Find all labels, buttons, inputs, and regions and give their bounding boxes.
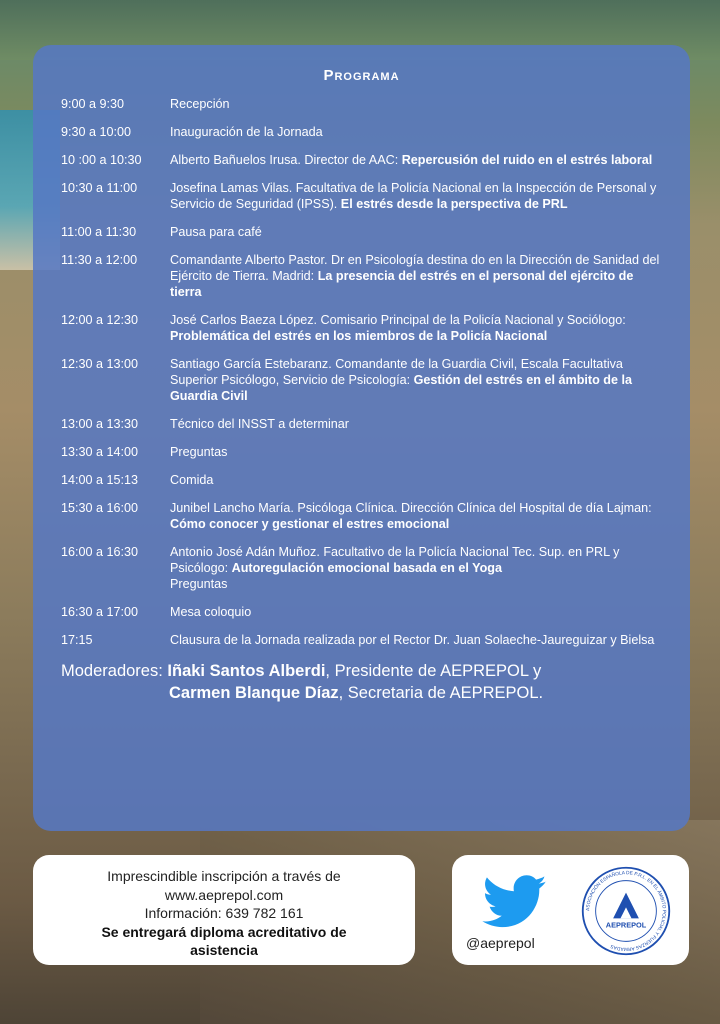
svg-text:ASOCIACIÓN ESPAÑOLA DE P.R.L.: ASOCIACIÓN ESPAÑOLA DE P.R.L. EN EL ÁMBITO POLICIAL Y FUERZAS ARMADAS (586, 871, 666, 951)
schedule-time: 11:00 a 11:30 (61, 225, 137, 239)
schedule-description (170, 224, 662, 240)
schedule-text: Recepción (170, 97, 230, 111)
schedule-item (61, 180, 662, 212)
moderators (61, 660, 662, 704)
social-box (452, 855, 689, 965)
schedule-text: Mesa coloquio (170, 605, 252, 619)
schedule-item (61, 252, 662, 300)
schedule-text: Alberto Bañuelos Irusa. Director de AAC: (170, 153, 402, 167)
aeprepol-logo (580, 865, 672, 957)
twitter-handle[interactable]: @aeprepol (466, 935, 535, 951)
schedule-description (170, 416, 662, 432)
schedule-item (61, 124, 662, 140)
schedule-text: Técnico del INSST a determinar (170, 417, 349, 431)
schedule-time: 10 :00 a 10:30 (61, 153, 142, 167)
schedule-text: Junibel Lancho María. Psicóloga Clínica. Dirección Clínica del Hospital de día Lajman: (170, 501, 652, 515)
schedule-talk-title: Repercusión del ruido en el estrés laboral (401, 153, 653, 167)
schedule-description (170, 604, 662, 620)
schedule-time: 12:30 a 13:00 (61, 357, 139, 371)
moderator-name-2: Carmen Blanque Díaz (169, 684, 339, 702)
schedule-description (170, 152, 662, 168)
schedule-description (170, 544, 662, 592)
schedule-text: Inauguración de la Jornada (170, 125, 323, 139)
schedule-description (170, 444, 662, 460)
schedule-text: Antonio José Adán Muñoz. Facultativo de la Policía Nacional Tec. Sup. en PRL y Psicólogo: (170, 545, 620, 575)
schedule-text: Comida (170, 473, 214, 487)
schedule-description (170, 500, 662, 532)
schedule-text: Pausa para café (170, 225, 262, 239)
program-title: Programa (323, 67, 400, 84)
schedule-item (61, 96, 662, 112)
website-link[interactable]: www.aeprepol.com (164, 886, 284, 903)
schedule-description (170, 632, 662, 648)
schedule-description (170, 124, 662, 140)
schedule-text: Preguntas (170, 445, 228, 459)
schedule-description (170, 356, 662, 404)
schedule-time: 16:30 a 17:00 (61, 605, 139, 619)
schedule-talk-title: Problemática del estrés en los miembros de la Policía Nacional (170, 329, 548, 343)
schedule-text: Comandante Alberto Pastor. Dr en Psicología destina do en la Dirección de Sanidad del Ejército de Tierra. Madrid: (170, 253, 660, 283)
schedule-description (170, 180, 662, 212)
schedule-item (61, 224, 662, 240)
moderator-name-1: Iñaki Santos Alberdi (167, 662, 326, 680)
schedule-time: 12:00 a 12:30 (61, 313, 139, 327)
schedule-description (170, 312, 662, 344)
schedule-time: 14:00 a 15:13 (61, 473, 139, 487)
schedule-description (170, 472, 662, 488)
schedule-time: 13:30 a 14:00 (61, 445, 139, 459)
schedule-item (61, 152, 662, 168)
schedule-description (170, 96, 662, 112)
schedule-talk-title: La presencia del estrés en el personal del ejército de tierra (170, 269, 634, 299)
schedule-item (61, 632, 662, 648)
schedule-time: 9:00 a 9:30 (61, 97, 125, 111)
schedule-item (61, 444, 662, 460)
schedule-item (61, 604, 662, 620)
schedule-talk-title: Gestión del estrés en el ámbito de la Guardia Civil (170, 373, 632, 403)
schedule-extra: Preguntas (170, 577, 228, 591)
schedule-time: 17:15 (61, 633, 93, 647)
schedule-item (61, 356, 662, 404)
registration-line: Imprescindible inscripción a través de (107, 868, 341, 884)
moderators-label: Moderadores: (61, 662, 163, 680)
schedule-time: 9:30 a 10:00 (61, 125, 132, 139)
schedule-time: 16:00 a 16:30 (61, 545, 139, 559)
phone-info: Información: 639 782 161 (144, 905, 304, 921)
schedule-talk-title: Cómo conocer y gestionar el estres emocional (170, 517, 450, 531)
schedule-list (61, 96, 662, 648)
schedule-item (61, 472, 662, 488)
schedule-item (61, 500, 662, 532)
moderator-role-2: , Secretaria de AEPREPOL. (338, 684, 544, 702)
schedule-item (61, 312, 662, 344)
schedule-item (61, 544, 662, 592)
registration-box (33, 855, 415, 965)
schedule-item (61, 416, 662, 432)
schedule-text: José Carlos Baeza López. Comisario Principal de la Policía Nacional y Sociólogo: (170, 313, 626, 327)
schedule-time: 10:30 a 11:00 (61, 181, 138, 195)
schedule-talk-title: Autoregulación emocional basada en el Yoga (231, 561, 502, 575)
schedule-description (170, 252, 662, 300)
diploma-notice: Se entregará diploma acreditativo de (101, 923, 347, 940)
svg-text:AEPREPOL: AEPREPOL (605, 920, 647, 930)
schedule-talk-title: El estrés desde la perspectiva de PRL (340, 197, 568, 211)
twitter-bird-icon[interactable] (482, 875, 548, 929)
schedule-text: Clausura de la Jornada realizada por el Rector Dr. Juan Solaeche-Jaureguizar y Bielsa (170, 633, 655, 647)
program-panel (33, 45, 690, 831)
schedule-time: 13:00 a 13:30 (61, 417, 139, 431)
schedule-time: 11:30 a 12:00 (61, 253, 138, 267)
diploma-notice-cont: asistencia (190, 942, 258, 958)
moderator-role-1: , Presidente de AEPREPOL y (325, 662, 542, 680)
schedule-time: 15:30 a 16:00 (61, 501, 139, 515)
schedule-text: Josefina Lamas Vilas. Facultativa de la Policía Nacional en la Inspección de Personal y Servicio de Seguridad (IPSS). (170, 181, 657, 211)
schedule-text: Santiago García Estebaranz. Comandante de la Guardia Civil, Escala Facultativa Superior Psicólogo, Servicio de Psicología: (170, 357, 623, 387)
